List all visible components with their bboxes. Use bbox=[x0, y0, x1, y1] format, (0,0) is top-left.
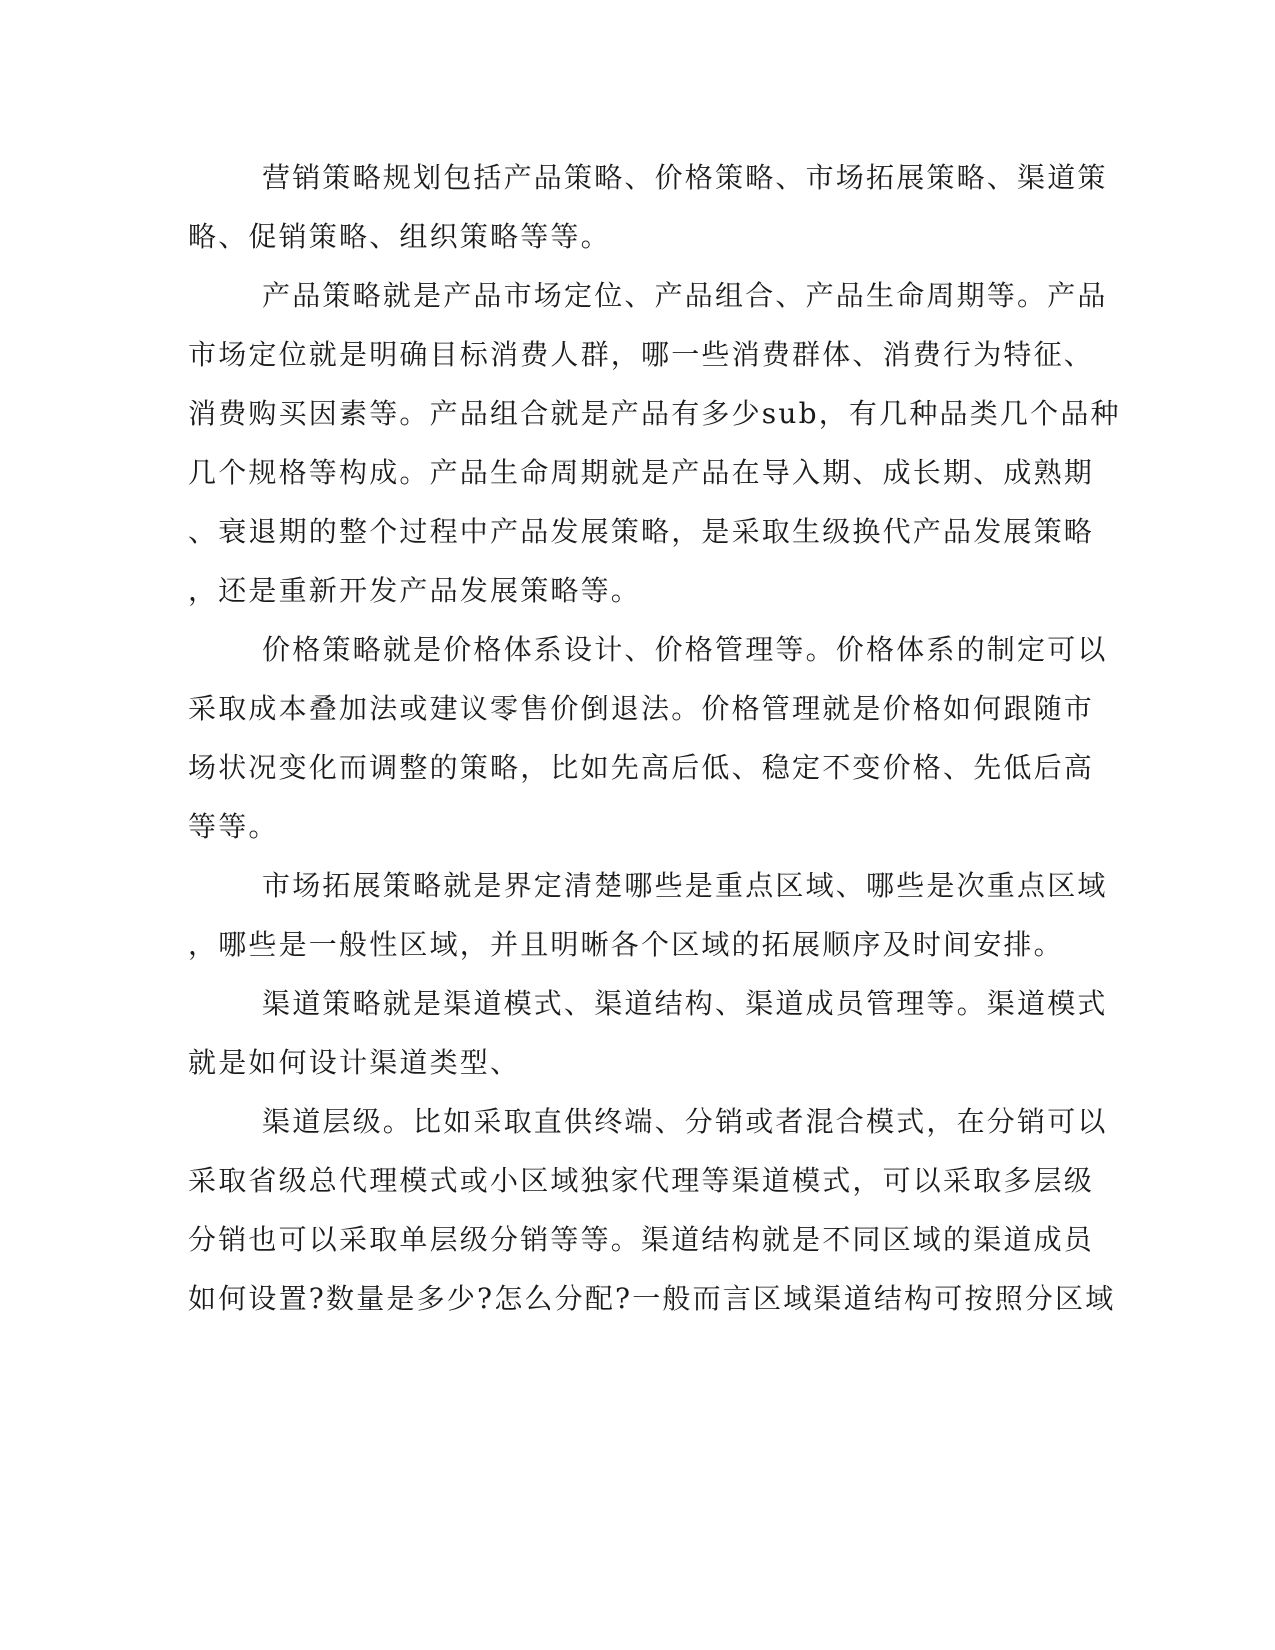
paragraph-6-line-1: 渠道层级。比如采取直供终端、分销或者混合模式，在分销可以 bbox=[262, 1105, 1108, 1138]
paragraph-2-line-5: 、衰退期的整个过程中产品发展策略，是采取生级换代产品发展策略 bbox=[188, 515, 1095, 548]
paragraph-5-line-2: 就是如何设计渠道类型、 bbox=[188, 1046, 521, 1079]
paragraph-4-line-2: ，哪些是一般性区域，并且明晰各个区域的拓展顺序及时间安排。 bbox=[188, 928, 1064, 961]
paragraph-3-line-3: 场状况变化而调整的策略，比如先高后低、稳定不变价格、先低后高 bbox=[188, 751, 1095, 784]
paragraph-6-line-4: 如何设置?数量是多少?怎么分配?一般而言区域渠道结构可按照分区域 bbox=[188, 1282, 1116, 1315]
paragraph-6-line-2: 采取省级总代理模式或小区域独家代理等渠道模式，可以采取多层级 bbox=[188, 1164, 1095, 1197]
paragraph-2-line-3: 消费购买因素等。产品组合就是产品有多少sub，有几种品类几个品种 bbox=[188, 397, 1121, 430]
paragraph-1-line-1: 营销策略规划包括产品策略、价格策略、市场拓展策略、渠道策 bbox=[262, 161, 1108, 194]
paragraph-3-line-1: 价格策略就是价格体系设计、价格管理等。价格体系的制定可以 bbox=[262, 633, 1108, 666]
paragraph-3-line-4: 等等。 bbox=[188, 810, 279, 843]
paragraph-5-line-1: 渠道策略就是渠道模式、渠道结构、渠道成员管理等。渠道模式 bbox=[262, 987, 1108, 1020]
paragraph-2-line-6: ，还是重新开发产品发展策略等。 bbox=[188, 574, 642, 607]
paragraph-2-line-1: 产品策略就是产品市场定位、产品组合、产品生命周期等。产品 bbox=[262, 279, 1108, 312]
paragraph-3-line-2: 采取成本叠加法或建议零售价倒退法。价格管理就是价格如何跟随市 bbox=[188, 692, 1095, 725]
paragraph-6-line-3: 分销也可以采取单层级分销等等。渠道结构就是不同区域的渠道成员 bbox=[188, 1223, 1095, 1256]
paragraph-2-line-4: 几个规格等构成。产品生命周期就是产品在导入期、成长期、成熟期 bbox=[188, 456, 1095, 489]
paragraph-2-line-2: 市场定位就是明确目标消费人群，哪一些消费群体、消费行为特征、 bbox=[188, 338, 1095, 371]
paragraph-1-line-2: 略、促销策略、组织策略等等。 bbox=[188, 220, 611, 253]
paragraph-4-line-1: 市场拓展策略就是界定清楚哪些是重点区域、哪些是次重点区域 bbox=[262, 869, 1108, 902]
